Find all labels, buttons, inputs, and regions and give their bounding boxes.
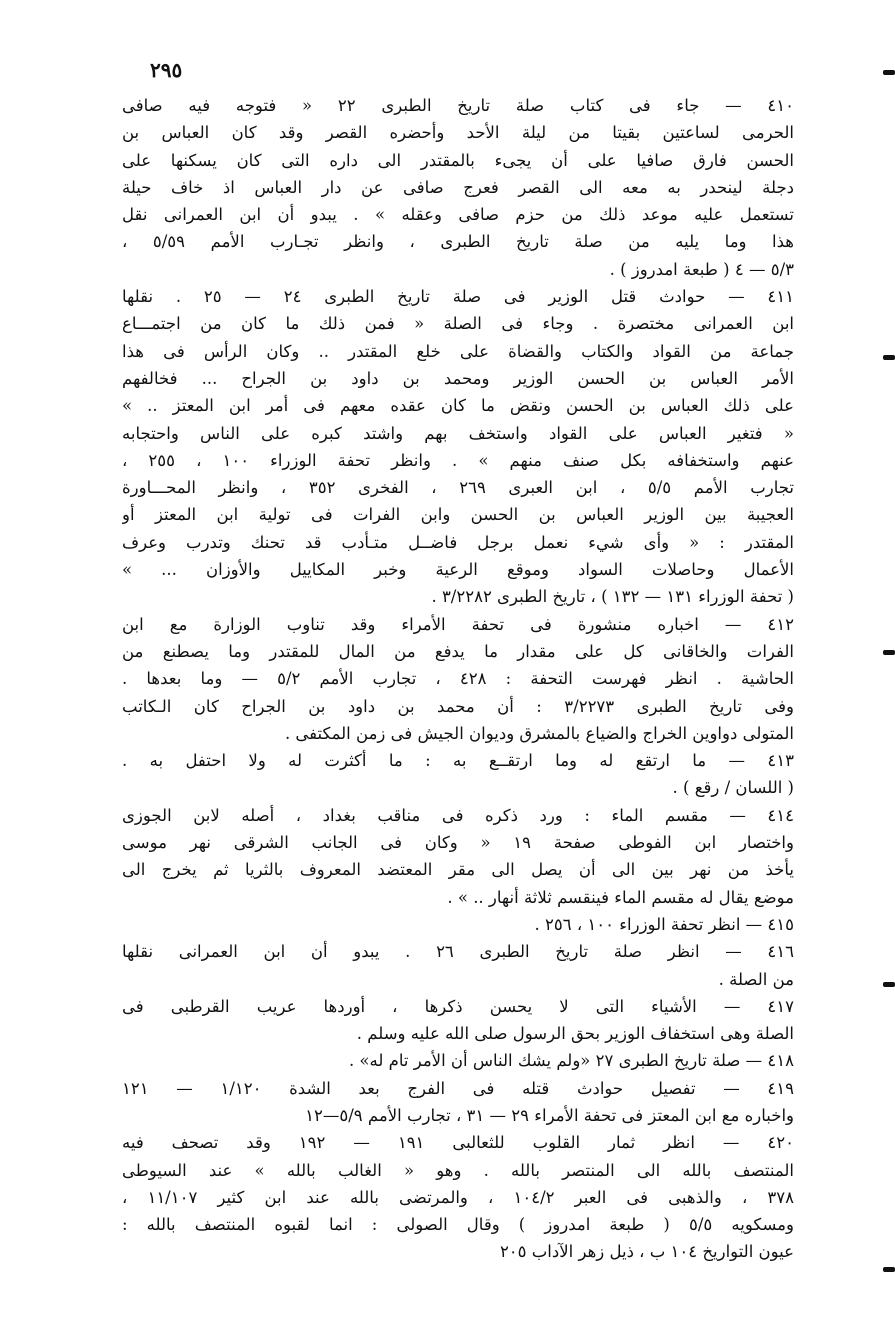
footnote-line: ٤١٩ — تفصيل حوادث قتله فى الفرج بعد الشدة ١/١٢٠ — ١٢١ xyxy=(122,1078,794,1098)
footnote-line: ٣٧٨ ، والذهبى فى العبر ١٠٤/٢ ، والمرتضى بالله عند ابن كثير ١١/١٠٧ ، xyxy=(122,1187,794,1207)
footnote xyxy=(122,92,794,283)
footnote-line: الحسن فارق صافيا على أن يجىء بالمقتدر الى داره التى كان يسكنها على xyxy=(122,150,794,170)
footnote-line: ٤١٢ — اخباره منشورة فى تحفة الأمراء وقد تناوب الوزارة مع ابن xyxy=(122,614,794,634)
footnote xyxy=(122,747,794,802)
footnote xyxy=(122,1047,794,1074)
footnote xyxy=(122,283,794,611)
footnote xyxy=(122,1129,794,1265)
footnote-line: المقتدر : « وأى شيء نعمل برجل فاضــل متـأدب قد تحنك وتدرب وعرف xyxy=(122,532,794,552)
margin-tick xyxy=(883,70,895,75)
footnote-line: عنهم واستخفافه بكل صنف منهم » . وانظر تحفة الوزراء ١٠٠ ، ٢٥٥ ، xyxy=(122,450,794,470)
footnote-line: عيون التواريخ ١٠٤ ب ، ذيل زهر الآداب ٢٠٥ xyxy=(499,1242,794,1262)
footnote-line: ٤١٨ — صلة تاريخ الطبرى ٢٧ «ولم يشك الناس أن الأمر تام له» . xyxy=(348,1051,794,1071)
footnote-line: ٥/٣ — ٤ ( طبعة امدروز ) . xyxy=(609,259,794,279)
footnote-line: الصلة وهى استخفاف الوزير بحق الرسول صلى الله عليه وسلم . xyxy=(356,1024,794,1044)
footnote-line: ٤٢٠ — انظر ثمار القلوب للثعالبى ١٩١ — ١٩٢ وقد تصحف فيه xyxy=(122,1133,794,1153)
footnote-line: يأخذ من نهر بين الى أن يصل الى مقر المعتضد المعروف بالثريا ثم يخرج الى xyxy=(122,860,794,880)
footnote-line: واختصار ابن الفوطى صفحة ١٩ « وكان فى الجانب الشرقى نهر موسى xyxy=(122,833,794,853)
footnote-line: الحرمى لساعتين بقيتا من ليلة الأحد وأحضره القصر وقد كان العباس بن xyxy=(122,123,794,143)
footnote-line: ٤١١ — حوادث قتل الوزير فى صلة تاريخ الطبرى ٢٤ — ٢٥ . نقلها xyxy=(122,287,794,307)
footnote-line: الفرات والخاقانى كل على مقدار ما يدفع من المال للمقتدر وما يصطنع من xyxy=(122,641,794,661)
footnote-line: موضع يقال له مقسم الماء فينقسم ثلاثة أنهار .. » . xyxy=(447,887,794,907)
footnote-line: ( تحفة الوزراء ١٣١ — ١٣٢ ) ، تاريخ الطبرى ٣/٢٢٨٢ . xyxy=(431,587,794,607)
footnote-line: الأعمال وحاصلات السواد وموقع الرعية وخبر المكاييل والأوزان ... » xyxy=(122,560,794,580)
margin-tick xyxy=(883,982,895,987)
footnote-line: ابن العمرانى مختصرة . وجاء فى الصلة « فمن ذلك ما كان من اجتمـــاع xyxy=(122,314,794,334)
footnote-line: المتولى دواوين الخراج والضياع بالمشرق وديوان الجيش فى زمن المكتفى . xyxy=(284,723,794,743)
footnote xyxy=(122,911,794,938)
footnote xyxy=(122,1075,794,1130)
footnote-line: وفى تاريخ الطبرى ٣/٢٢٧٣ : أن محمد بن داود بن الجراح كان الـكاتب xyxy=(122,696,794,716)
margin-tick xyxy=(883,1267,895,1272)
footnote xyxy=(122,993,794,1048)
footnote-line: ٤١٥ — انظر تحفة الوزراء ١٠٠ ، ٢٥٦ . xyxy=(534,914,794,934)
footnote-line: « فتغير العباس على القواد واستخف بهم واشتد كبره على الناس واحتجابه xyxy=(122,423,794,443)
footnote-line: ومسكويه ٥/٥ ( طبعة امدروز ) وقال الصولى : انما لقبوه المنتصف بالله : xyxy=(122,1215,794,1235)
footnote-line: المنتصف بالله الى المنتصر بالله . وهو « الغالب بالله » عند السيوطى xyxy=(122,1160,794,1180)
notes-body xyxy=(122,92,794,1266)
footnote-line: على ذلك العباس بن الحسن ونقض ما كان عقده معهم فى أمر ابن المعتز .. » xyxy=(122,396,794,416)
footnote xyxy=(122,802,794,911)
footnote-line: من الصلة . xyxy=(718,969,794,989)
footnote-line: الحاشية . انظر فهرست التحفة : ٤٢٨ ، تجارب الأمم ٥/٢ — وما بعدها . xyxy=(122,669,794,689)
page-number: ٢٩٥ xyxy=(150,58,183,82)
footnote-line: ٤١٦ — انظر صلة تاريخ الطبرى ٢٦ . يبدو أن ابن العمرانى نقلها xyxy=(122,942,794,962)
margin-tick xyxy=(883,355,895,360)
footnote-line: العجيبة بين الوزير العباس بن الحسن وابن الفرات فى تولية ابن المعتز أو xyxy=(122,505,794,525)
footnote-line: هذا وما يليه من صلة تاريخ الطبرى ، وانظر تجـارب الأمم ٥/٥٩ ، xyxy=(122,232,794,252)
footnote xyxy=(122,938,794,993)
footnote-line: ٤١٣ — ما ارتقع له وما ارتقــع به : ما أكثرت له ولا احتفل به . xyxy=(122,751,794,771)
footnote xyxy=(122,611,794,747)
footnote-line: ( اللسان / رقع ) . xyxy=(672,778,794,798)
margin-tick xyxy=(883,650,895,655)
footnote-line: تجارب الأمم ٥/٥ ، ابن العبرى ٢٦٩ ، الفخرى ٣٥٢ ، وانظر المحـــاورة xyxy=(122,478,794,498)
footnote-line: دجلة لينحدر به معه الى القصر فعرج صافى عن دار العباس اذ خاف حيلة xyxy=(122,177,794,197)
footnote-line: جماعة من القواد والكتاب والقضاة على خلع المقتدر .. وكان الرأس فى هذا xyxy=(122,341,794,361)
footnote-line: الأمر العباس بن الحسن الوزير ومحمد بن داود بن الجراح ... فخالفهم xyxy=(122,368,794,388)
footnote-line: ٤١٧ — الأشياء التى لا يحسن ذكرها ، أوردها عريب القرطبى فى xyxy=(122,996,794,1016)
footnote-line: تستعمل عليه موعد ذلك من حزم صافى وعقله » . يبدو أن ابن العمرانى نقل xyxy=(122,205,794,225)
footnote-line: ٤١٠ — جاء فى كتاب صلة تاريخ الطبرى ٢٢ « فتوجه فيه صافى xyxy=(122,96,794,115)
footnote-line: ٤١٤ — مقسم الماء : ورد ذكره فى مناقب بغداد ، أصله لابن الجوزى xyxy=(122,805,794,825)
footnote-line: واخباره مع ابن المعتز فى تحفة الأمراء ٢٩ — ٣١ ، تجارب الأمم ٥/٩—١٢ xyxy=(305,1105,794,1125)
